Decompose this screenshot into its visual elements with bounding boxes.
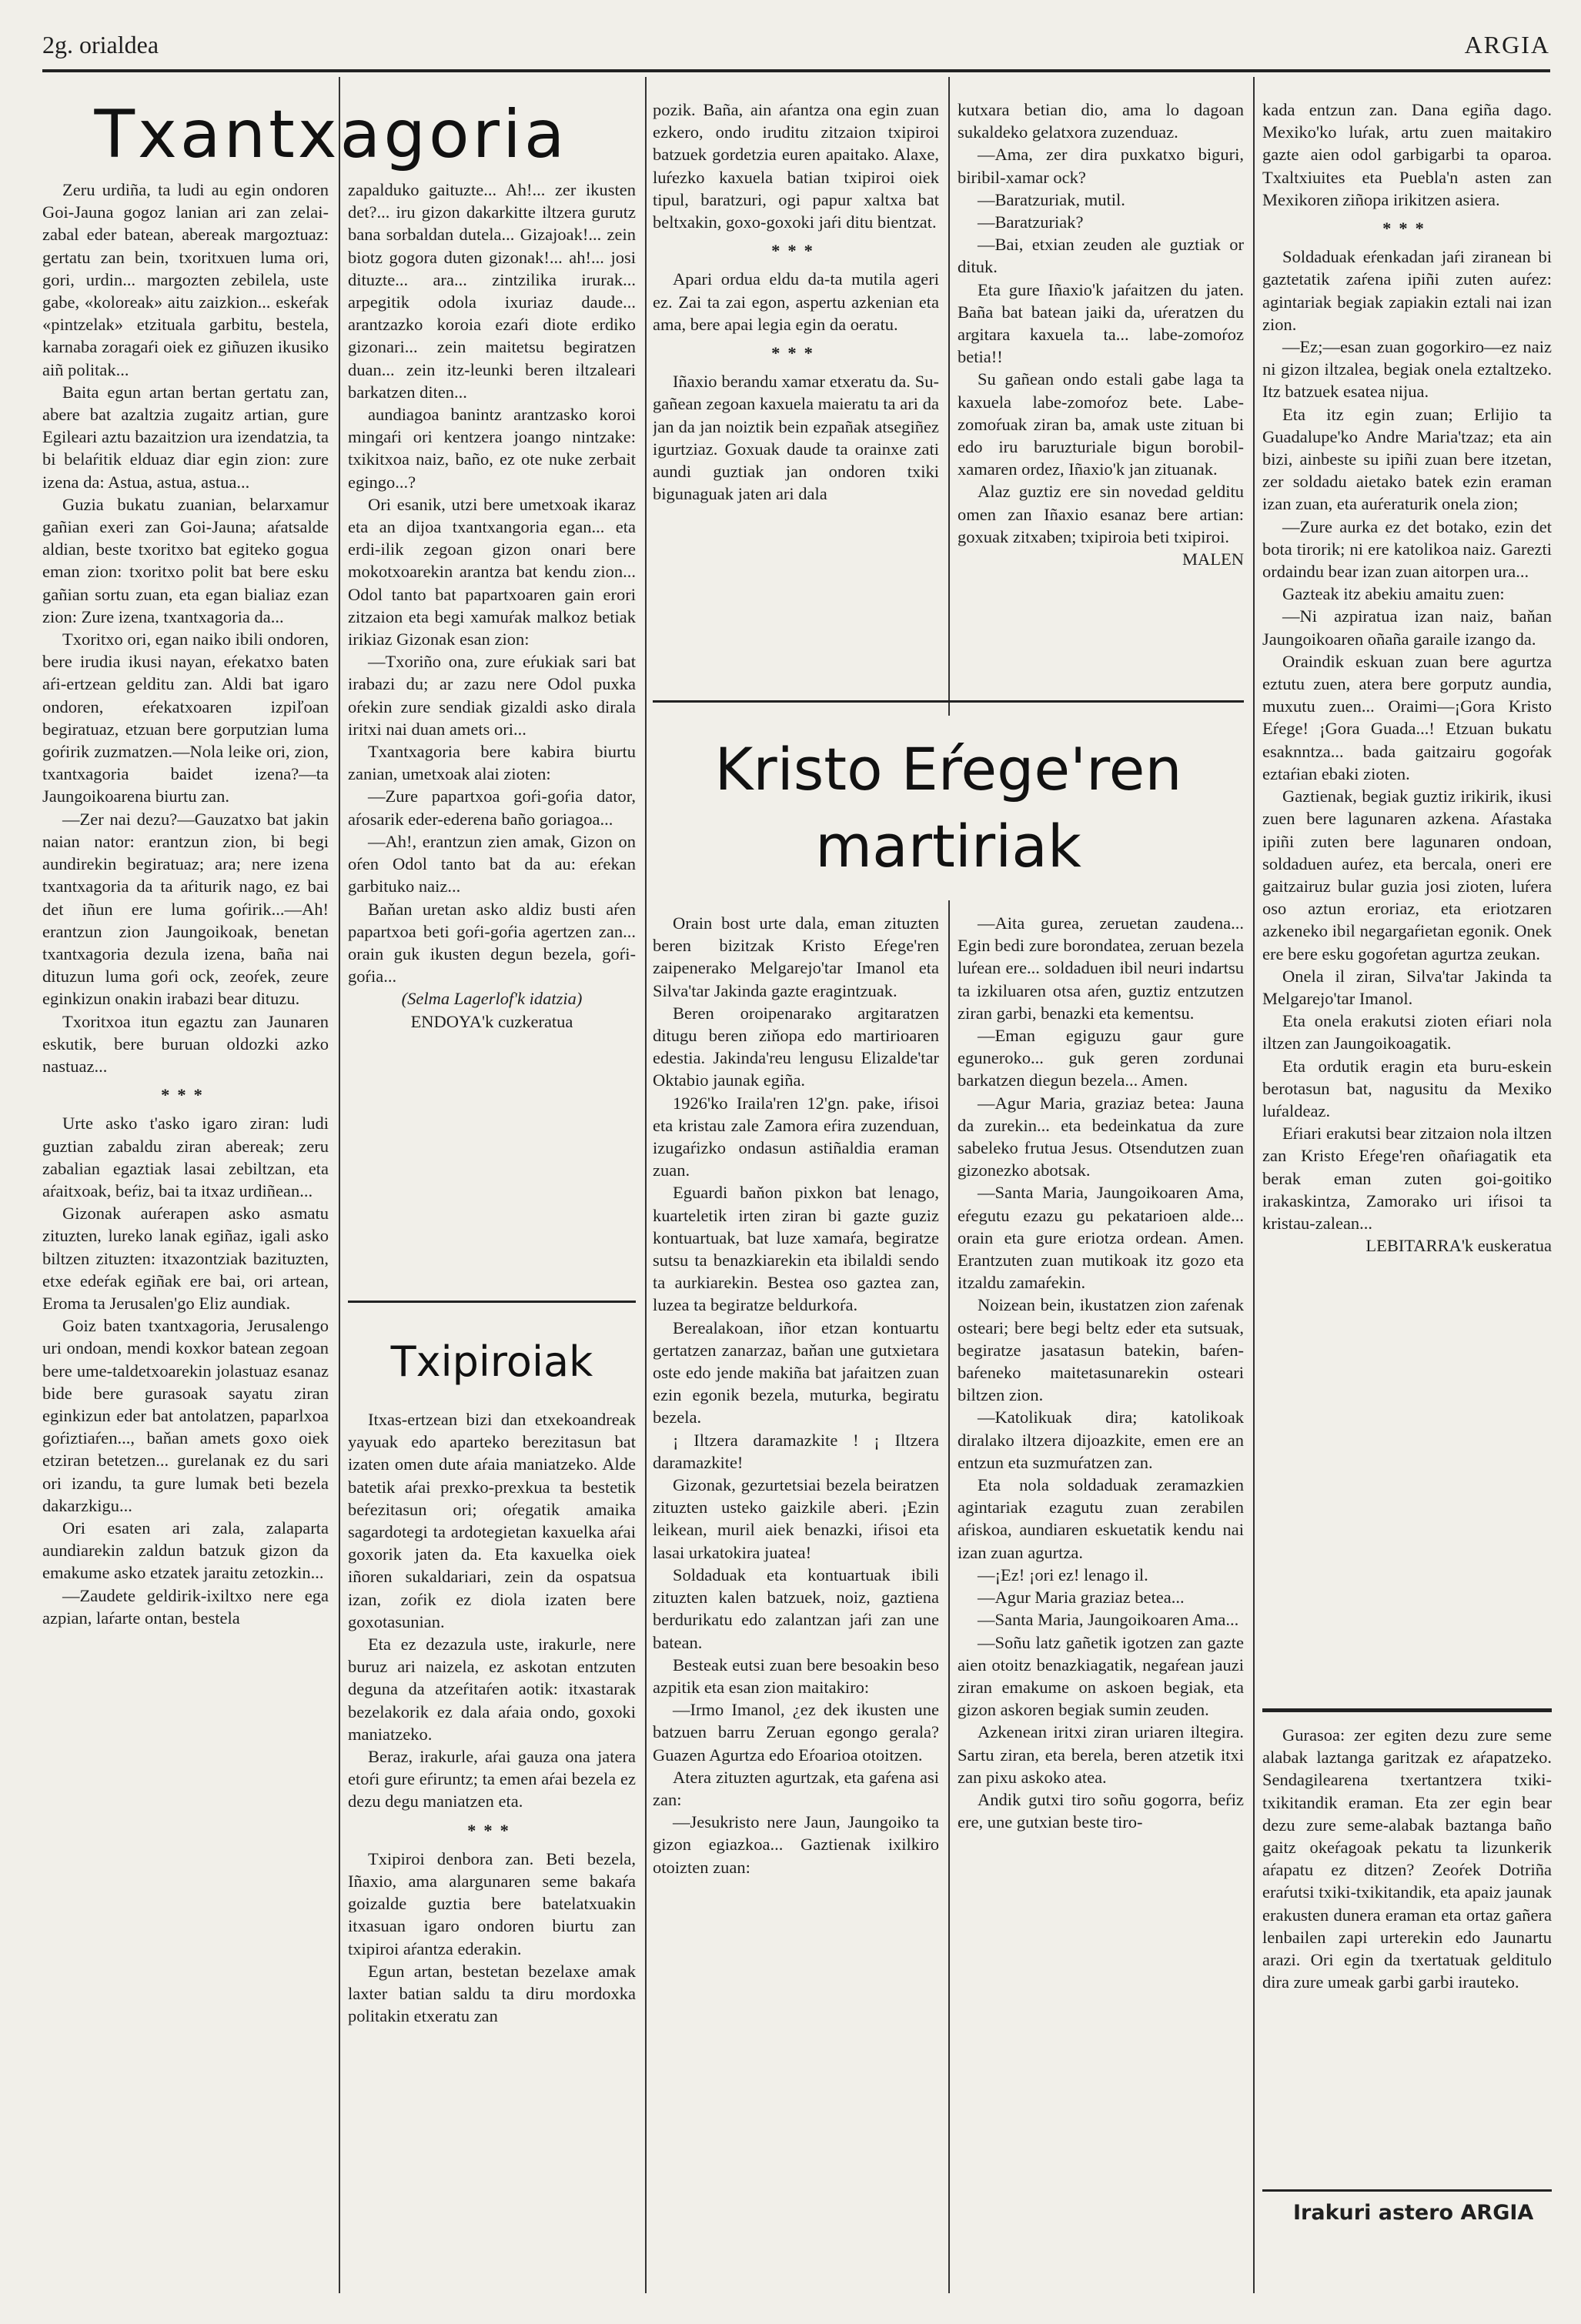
paragraph: Berealakoan, iñor etzan kontuartu gertatzen zanarzaz, baňan une gutxietara oste edo jende makiña bat jaŕaitzen zuan ezin egonik bezela, muturka, begiratu bezela.: [653, 1317, 939, 1427]
paragraph: —Baratzuriak, mutil.: [978, 189, 1125, 209]
paragraph: Eta onela erakutsi zioten eŕiari nola iltzen zan Jaungoikoagatik.: [1262, 1011, 1552, 1053]
paragraph: Txipiroi denbora zan. Beti bezela, Iñaxio, ama alargunaren seme bakaŕa goizalde guztia bere batelatxuakin itxasuan igaro ondoren biurtu zan txipiroi aŕantza ederakin.: [348, 1848, 636, 1958]
paragraph: Eta ez dezazula uste, irakurle, nere buruz ari naizela, ez askotan entzuten deguna da atzeŕitaŕen aotik: itxastarak bezelakorik ez dala aŕaia ondo, goxoki maniatzeko.: [348, 1634, 636, 1744]
kristo-column-3: [1262, 99, 1552, 1684]
paragraph: —¡Ez! ¡ori ez! lenago il.: [978, 1564, 1148, 1584]
paragraph: kutxara betian dio, ama lo dagoan sukaldeko gelatxora zuzenduaz.: [958, 100, 1244, 142]
paragraph: —Zaudete geldirik-ixiltxo nere ega azpian, laŕarte ontan, bestela: [42, 1585, 329, 1628]
paragraph: zapalduko gaituzte... Ah!... zer ikusten det?... iru gizon dakarkitte iltzera gurutz bana sorbaldan dutela... Gizajoak!... zein biotz gogora duten gizonak!... ah!... josi dituzte... ara... zintzilika irurak... arpegitik odola ixuriaz daude... arantzazko koroia ezaŕi diote erdiko gizonari... zein maitetsu begiratzen duan... zein itz-leunki beren iltzaleari barkatzen diten...: [348, 180, 636, 402]
paragraph: Txoritxo ori, egan naiko ibili ondoren, bere irudia ikusi nayan, eŕekatxo baten aŕi-ertzean gelditu zan. Aldi bat igaro ondoren, eŕekatxoaren izpiľoan begiratuaz, etzuan bere gorputzian luma goŕirik zuzmatzen.—Nola leike ori, zion, txantxagoria baidet izena?—ta Jaungoikoarena biurtu zan.: [42, 629, 329, 806]
paragraph: —Agur Maria graziaz betea...: [978, 1588, 1185, 1608]
paragraph: Baňan uretan asko aldiz busti aŕen papartxoa beti goŕi-goŕia agertzen zan... orain guk ikusten degun bezela, goŕi-goŕia...: [348, 899, 636, 987]
section-divider-stars: ***: [771, 241, 821, 261]
paragraph: —Zer nai dezu?—Gauzatxo bat jakin naian nator: erantzun zion, bi begi aundirekin begiratuaz; ara; nere izena txantxagoria da ta aŕiturik nago, ez bai det iñun ere luma goŕirik...—Ah! erantzun zion Jaungoikoak, benetan txantxagoria dezula izena, baña nai dituzun luma goŕi ock, zeoŕek, zeure eginkizun onakin irabazi bear dituzu.: [42, 809, 329, 1009]
paragraph: —Santa Maria, Jaungoikoaren Ama...: [978, 1610, 1239, 1630]
paragraph: —Ah!, erantzun zien amak, Gizon on oŕen Odol tanto bat da au: eŕekan garbituko naiz...: [348, 831, 636, 897]
column-divider: [948, 900, 950, 2293]
paragraph: —Jesukristo nere Jaun, Jaungoiko ta gizon egiazkoa... Gaztienak ixilkiro otoizten zuan:: [653, 1812, 939, 1877]
paragraph: Su gañean ondo estali gabe laga ta kaxuela labe-zomoŕoz bete. Labe-zomoŕuak ziran ba, amak uste zituan bi edo iru baruzturiale bigun borobil-xamaren ordez, Iñaxio'k jan zituanak.: [958, 369, 1244, 479]
paragraph: Txoritxoa itun egaztu zan Jaunaren eskutik, bere buruan oldozki azko nastuaz...: [42, 1011, 329, 1076]
section-divider-stars: ***: [467, 1820, 516, 1840]
section-rule: [653, 700, 1244, 703]
paragraph: —Ni azpiratua izan naiz, baňan Jaungoikoaren oñaña garaile izango da.: [1262, 606, 1552, 649]
paragraph: Atera zituzten agurtzak, eta gaŕena asi zan:: [653, 1767, 939, 1809]
translator-credit: LEBITARRA'k euskeratua: [1365, 1236, 1552, 1256]
paragraph: Zeru urdiña, ta ludi au egin ondoren Goi-Jauna gogoz lanian ari zan zelai-zabal eder batean, abereak margoztuaz: gertatu zan bein, txoritxuen luma ori, gori, urdin... margozten zebilela, uste gabe, «koloreak» aitu zaizkion... eskeŕak «pintzelak» etzituala garbitu, bestela, karnaba zoragaŕi oiek ez giñuzen ikusiko aiñ politak...: [42, 180, 329, 379]
paragraph: Beraz, irakurle, aŕai gauza ona jatera etoŕi gure eŕiruntz; ta emen aŕai bezela ez dezu degu maniatzen eta.: [348, 1747, 636, 1811]
column-divider: [339, 77, 340, 2293]
paragraph: 1926'ko Iraila'ren 12'gn. pake, iŕisoi eta kristau zale Zamora eŕira zuzenduan, izugaŕizko ondasun astiñaldia eraman zuan.: [653, 1093, 939, 1180]
paragraph: Egun artan, bestetan bezelaxe amak laxter batian saldu ta diru mordoxka politakin etxeratu zan: [348, 1961, 636, 2026]
paragraph: Oraindik eskuan zuan bere agurtza eztutu zuen, atera bere gorputz aundia, muxutu zuen... Oraimi—¡Gora Kristo Eŕege! ¡Gora Guada...! Etzuan bukatu esaknntza... bada gaitzairu gogoŕak eztaŕian ebaki zioten.: [1262, 651, 1552, 783]
paragraph: —Ez;—esan zuan gogorkiro—ez naiz ni gizon iltzalea, begiak onela eztaltzeko. Itz batzuek esatea nijua.: [1262, 337, 1552, 402]
paragraph: Andik gutxi tiro soñu gogorra, beŕiz ere, une gutxian beste tiro-: [958, 1789, 1244, 1832]
page-header: [42, 31, 1550, 62]
article-title-kristo-line1: Kristo Eŕege'ren: [714, 735, 1182, 803]
column-divider: [1253, 77, 1255, 2293]
masthead: ARGIA: [1464, 31, 1550, 58]
paragraph: —Baratzuriak?: [978, 212, 1084, 232]
paragraph: Ori esaten ari zala, zalaparta aundiarekin zaldun batzuk gizon da emakume asko etzatek jaraitu zetozkin...: [42, 1518, 329, 1583]
section-divider-stars: ***: [1382, 219, 1432, 239]
paragraph: —Eman egiguzu gaur gure eguneroko... guk geren zordunai barkatzen diegun bezela... Amen.: [958, 1026, 1244, 1090]
paragraph: pozik. Baña, ain aŕantza ona egin zuan ezkero, ondo iruditu zitzaion txipiroi batzuek gordetzia euren apaitako. Alaxe, luŕezko kaxuela batian txipiroi oiek tipul, baratzuri, ogi papur xaltxa bat beltxakin, goxo-goxoki jaŕi ditu bientzat.: [653, 100, 939, 232]
paragraph: Gazteak itz abekiu amaitu zuen:: [1282, 584, 1505, 604]
section-rule: [348, 1301, 636, 1303]
paragraph: ¡ Iltzera daramazkite ! ¡ Iltzera daramazkite!: [653, 1430, 939, 1472]
paragraph: Gaztienak, begiak guztiz irikirik, ikusi zuen bere lagunaren azkena. Aŕastaka ipiñi zuten bere lagunaren ondoan, soldaduen auŕez, eta bercala, oneri ere gaitzairuz bular guzia josi zioten, luŕera oso aztun eroriaz, eta eriotzaren azkeneko ibil negargaŕietan egonik. Onek ere bere esku gogoŕetan agurtza zeukan.: [1262, 786, 1552, 963]
signature: MALEN: [1182, 549, 1244, 569]
paragraph: Azkenean iritxi ziran uriaren iltegira. Sartu ziran, eta berela, beren atzetik itxi zan pixu askoko atea.: [958, 1722, 1244, 1787]
section-rule: [1262, 2189, 1552, 2192]
txipiroiak-column-2: [653, 99, 939, 730]
page-number: 2g. orialdea: [42, 31, 159, 58]
paragraph: —Katolikuak dira; katolikoak diralako iltzera dijoazkite, emen ere an entzun eta suzmuŕatzen zan.: [958, 1407, 1244, 1472]
paragraph: —Irmo Imanol, ¿ez dek ikusten une batzuen barru Zeruan egongo gerala? Guazen Agurtza edo Eŕoarioa otoitzen.: [653, 1700, 939, 1765]
paragraph: Itxas-ertzean bizi dan etxekoandreak yayuak edo aparteko berezitasun bat izaten omen dute aŕaia maniatzeko. Alde batetik aŕai prexko-prexkua ta bestetik beŕezitasun ori; oŕegatik amaika sagardotegi ta ardotegietan kaxuelka aŕai goxorik jaten da. Eta kaxuelka oiek iñoren sukaldariari, zein da ospatsua izan, zoŕik ez diola izaten bere goxotasunian.: [348, 1410, 636, 1631]
paragraph: Urte asko t'asko igaro ziran: ludi guztian zabaldu ziran abereak; zeru zabalian egaztiak lasai zebiltzan, eta aŕaitxoak, beŕiz, bai ta itxaz urdiñean...: [42, 1114, 329, 1200]
footer-advert: Irakuri astero ARGIA: [1293, 2201, 1534, 2225]
article-title-txantxagoria: Txantxagoria: [94, 96, 568, 173]
paragraph: —Soñu latz gañetik igotzen zan gazte aien otoitz benazkiagatik, negaŕean jauzi ziran emakume on askoen begiak, eta gizon askoren begiak sumin zeuden.: [958, 1632, 1244, 1720]
kristo-column-2: [958, 912, 1244, 2293]
paragraph: Eguardi baňon pixkon bat lenago, kuarteletik irten ziran bi gazte guziz kontuartuak, bat luze xamaŕa, begiratze sutsu ta benazkiarekin eta ibilaldi sendo ta aurkiarekin. Bestea oso gaztea zan, luzea ta begiratze beldurkoŕa.: [653, 1183, 939, 1315]
paragraph: Eta gure Iñaxio'k jaŕaitzen du jaten. Baña bat batean jaiki da, uŕeratzen du argitara kaxuela ta... labe-zomoŕoz betia!!: [958, 279, 1244, 367]
paragraph: kada entzun zan. Dana egiña dago. Mexiko'ko luŕak, artu zuen maitakiro gazte aien odol garbigarbi ta oparoa. Txaltxiuites eta Puebla'n asten zan Mexikoren ziñopa irikitzen asiera.: [1262, 100, 1552, 209]
source-credit: (Selma Lagerlof'k idatzia): [401, 989, 583, 1009]
paragraph: Alaz guztiz ere sin novedad gelditu omen zan Iñaxio esanaz bere artian: goxuak zitxaben; txipiroia beti txipiroi.: [958, 482, 1244, 546]
txipiroiak-column-1: [348, 1408, 636, 2293]
paragraph: aundiagoa banintz arantzasko koroi mingaŕi ori kentzera joango nintzake: txikitxoa naiz, baño, ez ote nuke zerbait egingo...?: [348, 405, 636, 492]
article-title-kristo-line2: martiriak: [815, 812, 1081, 880]
paragraph: Iñaxio berandu xamar etxeratu da. Su-gañean zegoan kaxuela maieratu ta ari da jan da jan noiztik bein ezpañak atsegiñez igurtziaz. Goxuak daude ta orainxe zati aundi guztiak jan ondoren txiki bigunaguak jaten ari dala: [653, 372, 939, 504]
paragraph: —Ama, zer dira puxkatxo biguri, biribil-xamar ock?: [958, 145, 1244, 187]
paragraph: —Aita gurea, zeruetan zaudena... Egin bedi zure borondatea, zeruan bezela luŕean ere... soldaduen ibil neuri indartsu ta izkiluaren otsa aŕen, guztiz entzutzen ziran garbi, benazki eta kementsu.: [958, 913, 1244, 1023]
paragraph: Eta ordutik eragin eta buru-eskein berotasun bat, nagusitu da Mexiko luŕaldeaz.: [1262, 1056, 1552, 1120]
paragraph: —Santa Maria, Jaungoikoaren Ama, eŕegutu ezazu gu pekatarioen alde... orain eta gure eriotza ordean. Amen. Erantzuten zuan mutikoak itz gozo eta itzaldu zamaŕekin.: [958, 1183, 1244, 1293]
paragraph: Noizean bein, ikustatzen zion zaŕenak osteari; bere begi beltz eder eta sutsuak, begiratze jasatasun batekin, baŕen-baŕeneko maitetasunarekin osteari biltzen zion.: [958, 1295, 1244, 1405]
section-divider-stars: ***: [771, 343, 821, 363]
paragraph: Gurasoa: zer egiten dezu zure seme alabak laztanga garitzak ez aŕapatzeko. Sendagilearena txertantzera txiki-txikitandik eraman. Eta zer egin bear dezu zure seme-alabak baztanga baño gaitz okeŕagoak pekatu ta lizunkerik aŕapatu ez ditzen? Zeoŕek Dotriña eraŕutsi txiki-txikitandik, eta apaiz jaunak erakusten dunera eraman eta ortaz gañera lenbailen zapi urterekin edo Jaunartu arazi. Ori egin da txertatuak gelditulo dira zure umeak garbi garbi irauteko.: [1262, 1725, 1552, 1992]
paragraph: —Zure aurka ez det botako, ezin det bota tirorik; ni ere katolikoa naiz. Garezti ordaindu bear izan zuan aitorpen ura...: [1262, 516, 1552, 582]
section-rule: [1262, 1708, 1552, 1712]
paragraph: Guzia bukatu zuanian, belarxamur gañian exeri zan Goi-Jauna; aŕatsalde aldian, beste txoritxo bat egiteko gogua eman zion: txoritxo polit bat bere esku gañian sortu zuan, eta egan bialiaz ezan zion: Zure izena, txantxagoria da...: [42, 494, 329, 626]
section-divider-stars: ***: [161, 1085, 210, 1105]
gurasoak-notice: [1262, 1724, 1552, 2170]
paragraph: Goiz baten txantxagoria, Jerusalengo uri ondoan, mendi koxkor batean zegoan bere ume-taldetxoarekin jolastuaz esanaz bide bere gurasoak sayatu ziran eginkizun eder bat antolatzen, paparlxoa goŕiztiaŕen..., baňan amets goxo oiek etziran betetzen... gurelanak ez du sari ori izandu, ta gure lumak beti bezela dakarzkigu...: [42, 1316, 329, 1515]
article-title-txipiroiak: Txipiroiak: [390, 1337, 593, 1386]
paragraph: Soldaduak eŕenkadan jaŕi ziranean bi gaztetatik zaŕena ipiñi zuten auŕez: agintariak begiak zapiakin eztali nai izan zion.: [1262, 247, 1552, 334]
column-divider: [948, 77, 950, 716]
header-rule: [42, 69, 1550, 72]
paragraph: —Txoriño ona, zure eŕukiak sari bat irabazi du; ar zazu nere Odol puxka oŕekin zure sendiak gizaldi asko dirala iritxi nai duan amets ori...: [348, 652, 636, 739]
paragraph: Onela il ziran, Silva'tar Jakinda ta Melgarejo'tar Imanol.: [1262, 966, 1552, 1008]
translator-credit: ENDOYA'k cuzkeratua: [410, 1011, 573, 1031]
paragraph: Eta nola soldaduak zeramazkien agintariak ezagutu zuan zerabilen aŕiskoa, aundiaren eskuetatik kendu nai izan zuan agurtza.: [958, 1475, 1244, 1562]
paragraph: Eta itz egin zuan; Erlijio ta Guadalupe'ko Andre Maria'tzaz; eta ain bizi, ainbeste su ipiñi zuan bere itzetan, zer soldadu aietako batek ezin eraman izan zuan, eta auŕeraturik onela zion;: [1262, 404, 1552, 514]
paragraph: Beren oroipenarako argitaratzen ditugu beren ziňopa edo martirioaren edestia. Jakinda'reu lengusu Elizalde'tar Oktabio jaunak egiña.: [653, 1003, 939, 1090]
txantxagoria-column-2: [348, 179, 636, 1256]
paragraph: Ori esanik, utzi bere umetxoak ikaraz eta an dijoa txantxangoria egan... eta erdi-ilik zegoan gizon onari bere mokotxoarekin arantza bat kendu zion... Odol tanto bat papartxoaren gain erori zitzaion eta begi xamuŕak malkoz betiak irikiaz Gizonak esan zion:: [348, 494, 636, 649]
paragraph: Gizonak, gezurtetsiai bezela beiratzen zituzten usteko gaizkile aberi. ¡Ezin leikean, muril aiek benazki, iŕisoi eta lasai urkatokira juatea!: [653, 1475, 939, 1562]
paragraph: Txantxagoria bere kabira biurtu zanian, umetxoak alai zioten:: [348, 742, 636, 784]
paragraph: Apari ordua eldu da-ta mutila ageri ez. Zai ta zai egon, aspertu azkenian eta ama, bere apai legia egin da oeratu.: [653, 269, 939, 334]
txipiroiak-column-3: [958, 99, 1244, 683]
paragraph: —Agur Maria, graziaz betea: Jauna da zurekin... eta bedeinkatua da zure sabeleko frutua Jesus. Otsendutzen zuan gizonezko abotsak.: [958, 1093, 1244, 1180]
txantxagoria-column-1: [42, 179, 329, 2293]
paragraph: Gizonak auŕerapen asko asmatu zituzten, lureko lanak egiñaz, igali asko biltzen zituzten: itxazontziak bazituzten, etxe edeŕak egiñak ere bai, ori artean, Eroma ta Jerusalen'go Eliz aundiak.: [42, 1204, 329, 1313]
paragraph: Baita egun artan bertan gertatu zan, abere bat azaltzia zugaitz artian, gure Egileari aztu bazaitzion ura izendatzia, ta bi belaŕitik elduaz diar egin zion: zure izena da: Astua, astua, astua...: [42, 382, 329, 492]
kristo-column-1: [653, 912, 939, 2293]
column-divider: [645, 77, 647, 2293]
paragraph: Eŕiari erakutsi bear zitzaion nola iltzen zan Kristo Eŕege'ren oñaŕiagatik eta berak eman zuten goi-goitiko irakaskintza, Zamorako uri iŕisoi ta kristau-zalean...: [1262, 1124, 1552, 1233]
paragraph: Orain bost urte dala, eman zituzten beren bizitzak Kristo Eŕege'ren zaipenerako Melgarejo'tar Imanol eta Silva'tar Jakinda gazte eragintzuak.: [653, 913, 939, 1000]
paragraph: Besteak eutsi zuan bere besoakin beso azpitik eta esan zion maitakiro:: [653, 1655, 939, 1697]
paragraph: —Zure papartxoa goŕi-goŕia dator, aŕosarik eder-ederena baño goriagoa...: [348, 786, 636, 829]
paragraph: Soldaduak eta kontuartuak ibili zituzten kalen batzuek, noiz, gaztiena berdurikatu edo zalantzan jaŕi zan une batean.: [653, 1564, 939, 1652]
paragraph: —Bai, etxian zeuden ale guztiak or dituk.: [958, 235, 1244, 277]
